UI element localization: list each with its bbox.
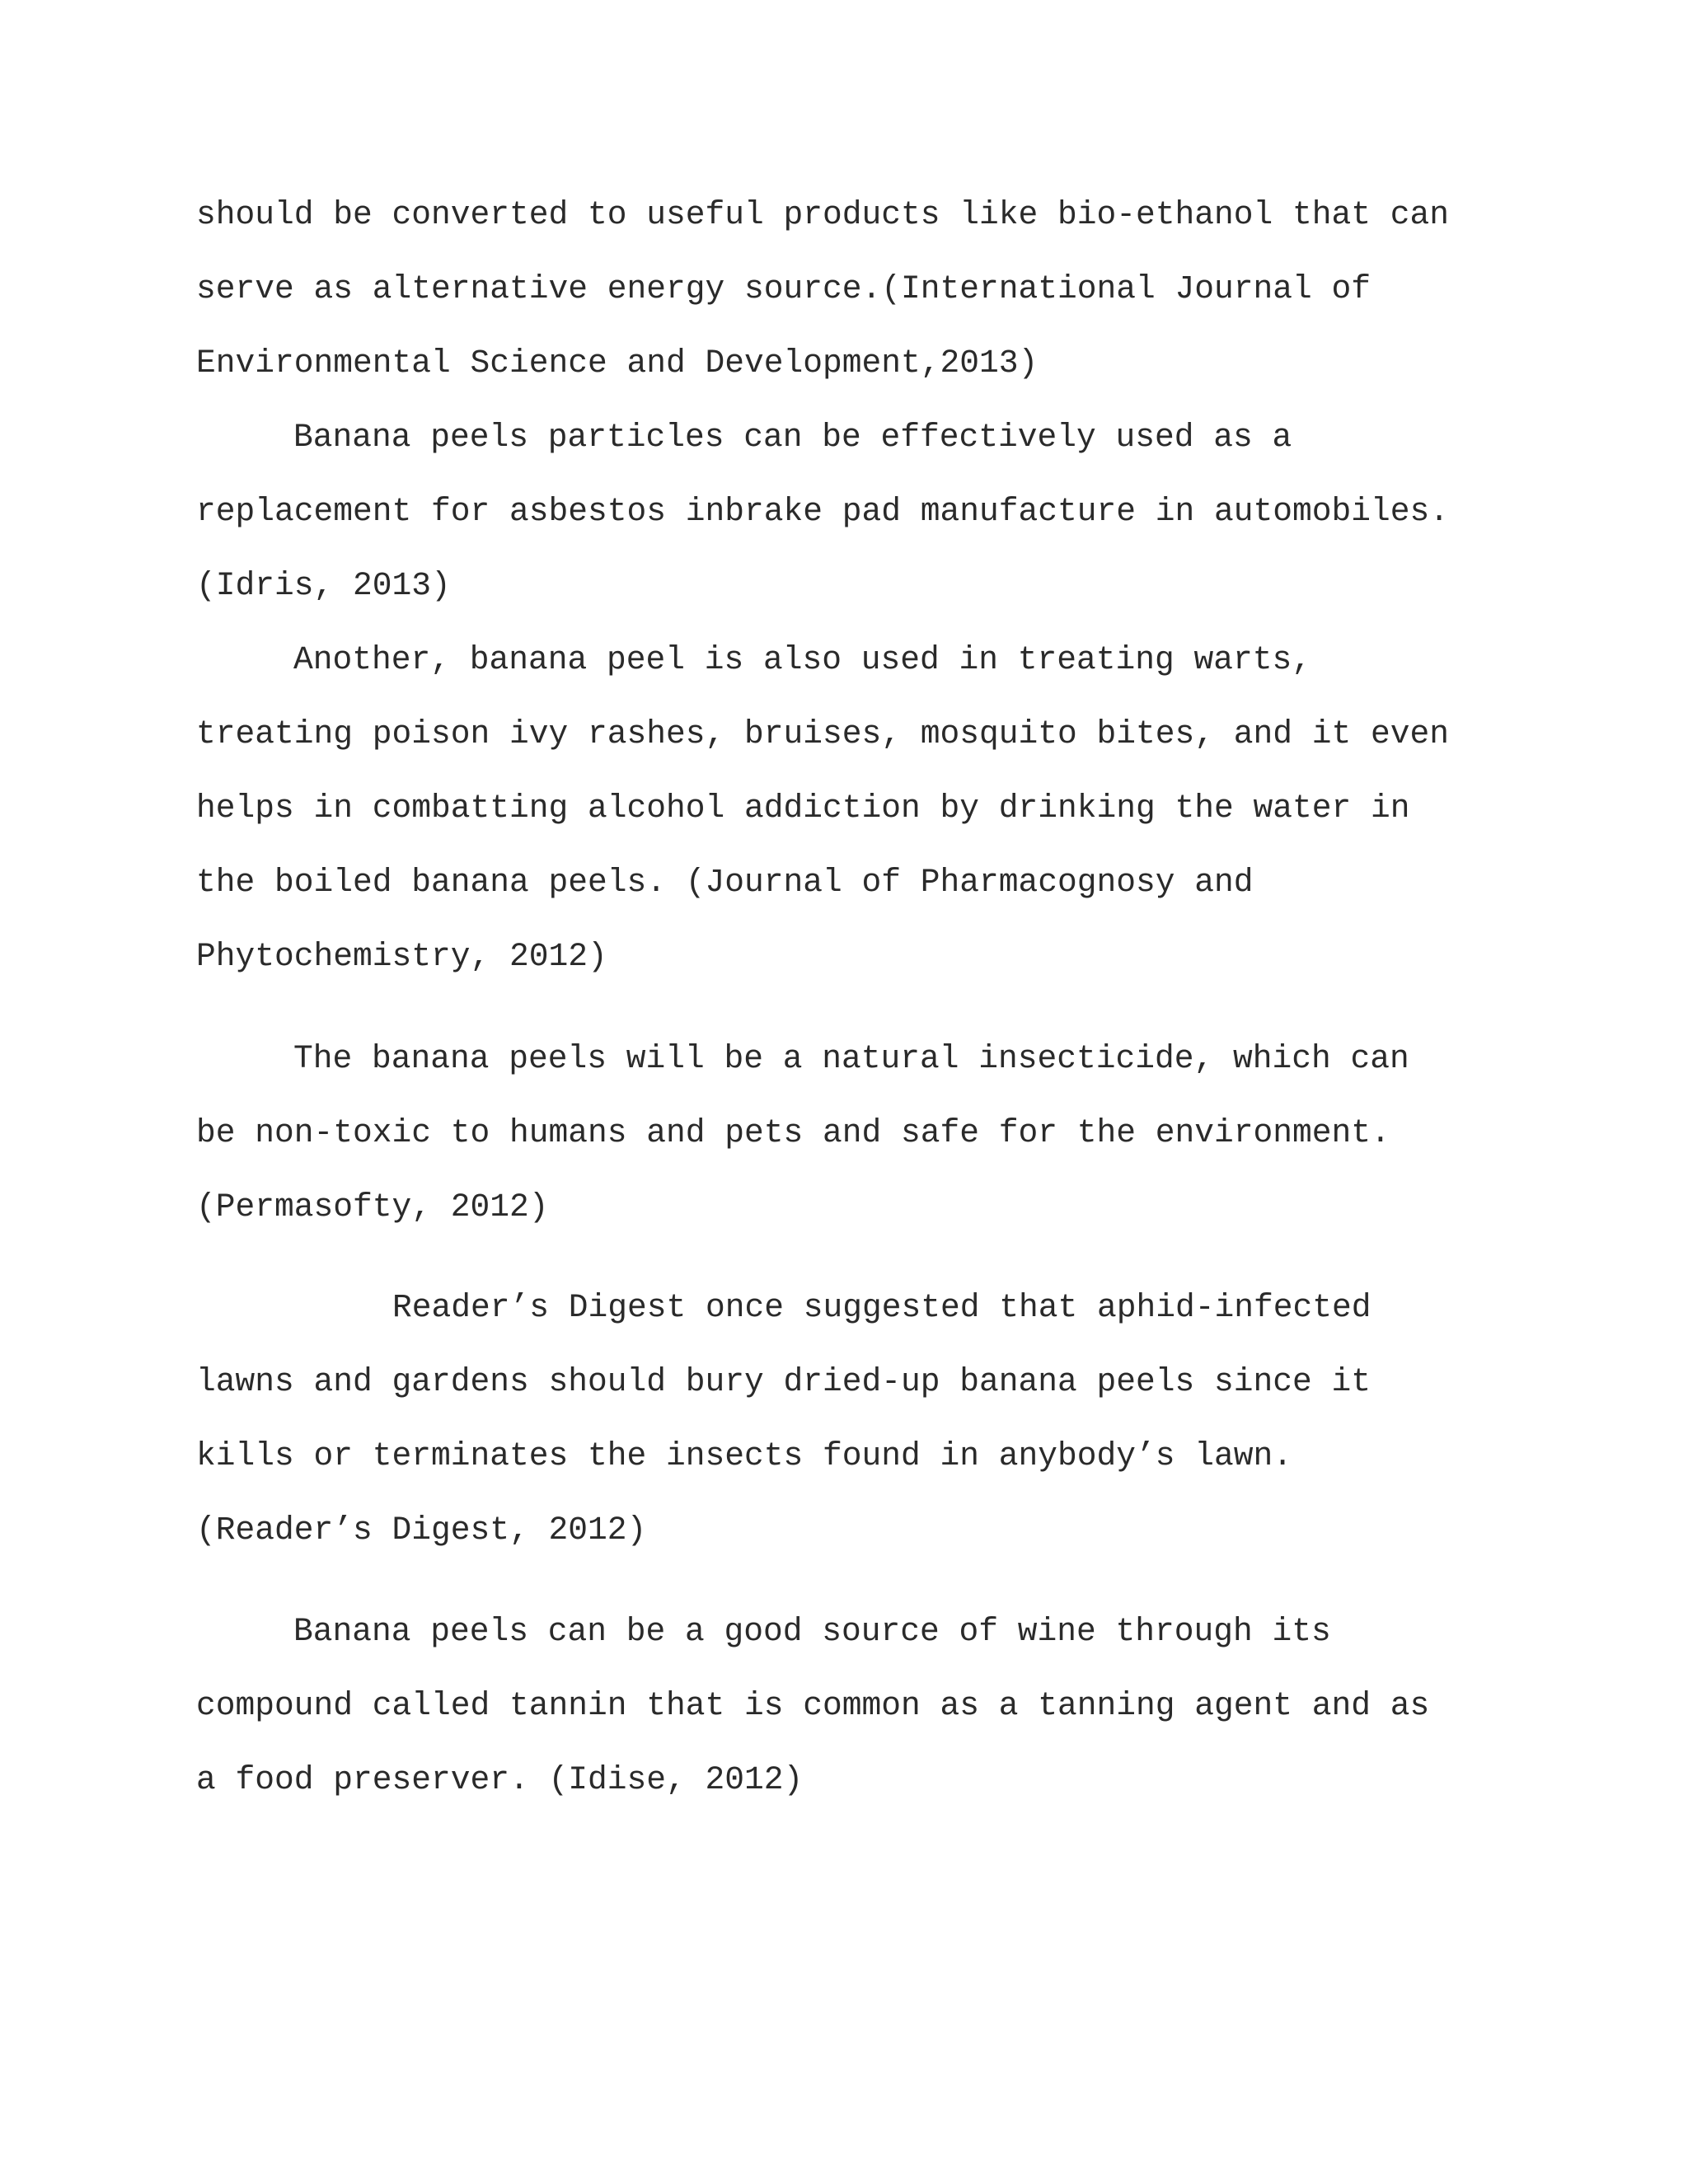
paragraph-5-line-1: Reader’s Digest once suggested that aphid-infected bbox=[392, 1289, 1372, 1326]
paragraph-1-line-2: serve as alternative energy source.(International Journal of bbox=[196, 270, 1372, 307]
paragraph-4-line-1: The banana peels will be a natural insecticide, which can bbox=[293, 1040, 1409, 1077]
paragraph-6-line-2: compound called tannin that is common as a tanning agent and as bbox=[196, 1687, 1430, 1724]
paragraph-3-line-4: the boiled banana peels. (Journal of Pharmacognosy and bbox=[196, 864, 1254, 901]
paragraph-1-line-3: Environmental Science and Development,2013) bbox=[196, 344, 1039, 382]
paragraph-4-line-3: (Permasofty, 2012) bbox=[196, 1188, 549, 1226]
paragraph-3-line-3: helps in combatting alcohol addiction by drinking the water in bbox=[196, 790, 1410, 827]
paragraph-3-line-2: treating poison ivy rashes, bruises, mosquito bites, and it even bbox=[196, 715, 1450, 752]
paragraph-3-line-5: Phytochemistry, 2012) bbox=[196, 938, 607, 975]
paragraph-5-line-2: lawns and gardens should bury dried-up banana peels since it bbox=[196, 1363, 1372, 1400]
paragraph-2-line-2: replacement for asbestos inbrake pad manufacture in automobiles. bbox=[196, 493, 1450, 530]
paragraph-1-line-1: should be converted to useful products like bio-ethanol that can bbox=[196, 196, 1450, 233]
paragraph-6-line-3: a food preserver. (Idise, 2012) bbox=[196, 1761, 804, 1798]
paragraph-4-line-2: be non-toxic to humans and pets and safe for the environment. bbox=[196, 1114, 1390, 1151]
paragraph-2-line-1: Banana peels particles can be effectively used as a bbox=[293, 419, 1292, 456]
paragraph-6-line-1: Banana peels can be a good source of wine through its bbox=[293, 1613, 1331, 1650]
paragraph-3-line-1: Another, banana peel is also used in treating warts, bbox=[293, 641, 1312, 678]
paragraph-5-line-3: kills or terminates the insects found in anybody’s lawn. bbox=[196, 1437, 1293, 1474]
paragraph-5-line-4: (Reader’s Digest, 2012) bbox=[196, 1511, 647, 1549]
paragraph-2-line-3: (Idris, 2013) bbox=[196, 567, 451, 604]
